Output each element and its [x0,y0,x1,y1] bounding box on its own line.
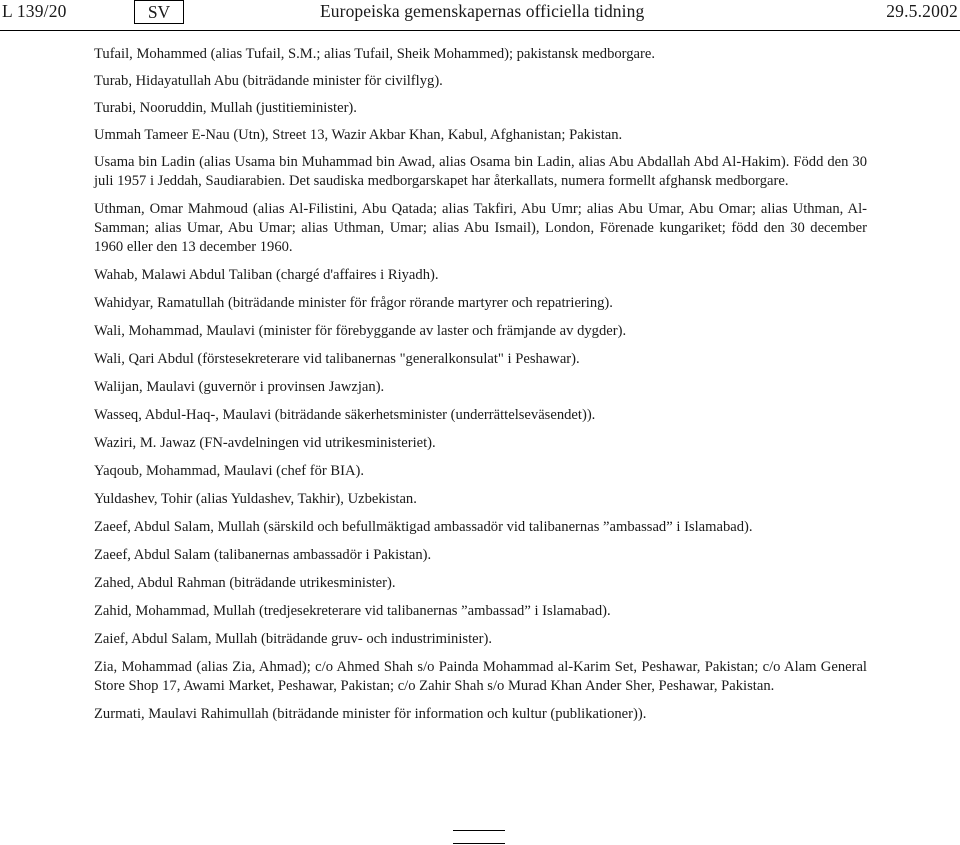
list-item: Tufail, Mohammed (alias Tufail, S.M.; alias Tufail, Sheik Mohammed); pakistansk medborgare. [94,46,656,62]
footer-rule [453,830,505,831]
list-item: Zaief, Abdul Salam, Mullah (biträdande gruv- och industriminister). [94,631,492,647]
list-item: Zaeef, Abdul Salam, Mullah (särskild och befullmäktigad ambassadör vid talibanernas ”ambassad” i Islamabad). [94,519,753,535]
page-reference: L 139/20 [2,1,67,21]
list-item: Zurmati, Maulavi Rahimullah (biträdande minister för information och kultur (publikationer)). [94,706,647,722]
list-item: Wasseq, Abdul-Haq-, Maulavi (biträdande säkerhetsminister (underrättelseväsendet)). [94,407,596,423]
list-item: Zahed, Abdul Rahman (biträdande utrikesminister). [94,575,396,591]
list-item: Walijan, Maulavi (guvernör i provinsen Jawzjan). [94,379,385,395]
list-item: Zahid, Mohammad, Mullah (tredjesekreterare vid talibanernas ”ambassad” i Islamabad). [94,603,611,619]
language-code-box: SV [134,0,184,24]
list-item: Wali, Qari Abdul (förstesekreterare vid talibanernas "generalkonsulat" i Peshawar). [94,351,580,367]
list-item: Wali, Mohammad, Maulavi (minister för förebyggande av laster och främjande av dygder). [94,323,627,339]
journal-title: Europeiska gemenskapernas officiella tidning [320,1,645,21]
list-item: Zia, Mohammad (alias Zia, Ahmad); c/o Ahmed Shah s/o Painda Mohammad al-Karim Set, Peshawar, Pakistan; c/o Alam General Store Shop 17, Awami Market, Peshawar, Pakistan; c/o Zahir Shah s/o Murad Khan Ander Sher, Peshawar, Pakistan. [94,659,867,694]
footer-rule [453,843,505,844]
list-item: Waziri, M. Jawaz (FN-avdelningen vid utrikesministeriet). [94,435,436,451]
list-item: Ummah Tameer E-Nau (Utn), Street 13, Wazir Akbar Khan, Kabul, Afghanistan; Pakistan. [94,127,623,143]
list-item: Uthman, Omar Mahmoud (alias Al-Filistini, Abu Qatada; alias Takfiri, Abu Umr; alias Abu Umar, Abu Omar; alias Uthman, Al-Samman; alias Umar, Abu Umar; alias Uthman, Umar; alias Abu Ismail), London, Förenade kungariket; född den 30 december 1960 eller den 13 december 1960. [94,201,867,255]
list-item: Wahidyar, Ramatullah (biträdande minister för frågor rörande martyrer och repatriering). [94,295,613,311]
list-item: Turabi, Nooruddin, Mullah (justitieminister). [94,100,357,116]
publication-date: 29.5.2002 [886,1,958,21]
list-item: Zaeef, Abdul Salam (talibanernas ambassadör i Pakistan). [94,547,432,563]
list-item: Wahab, Malawi Abdul Taliban (chargé d'affaires i Riyadh). [94,267,439,283]
list-item: Yuldashev, Tohir (alias Yuldashev, Takhir), Uzbekistan. [94,491,417,507]
list-item: Turab, Hidayatullah Abu (biträdande minister för civilflyg). [94,73,443,89]
list-item: Usama bin Ladin (alias Usama bin Muhammad bin Awad, alias Osama bin Ladin, alias Abu Abdallah Abd Al-Hakim). Född den 30 juli 1957 i Jeddah, Saudiarabien. Det saudiska medborgarskapet har återkallats, numera formellt afghansk medborgare. [94,154,867,189]
list-item: Yaqoub, Mohammad, Maulavi (chef för BIA). [94,463,365,479]
entry-list [94,45,867,724]
page-header [0,0,960,31]
